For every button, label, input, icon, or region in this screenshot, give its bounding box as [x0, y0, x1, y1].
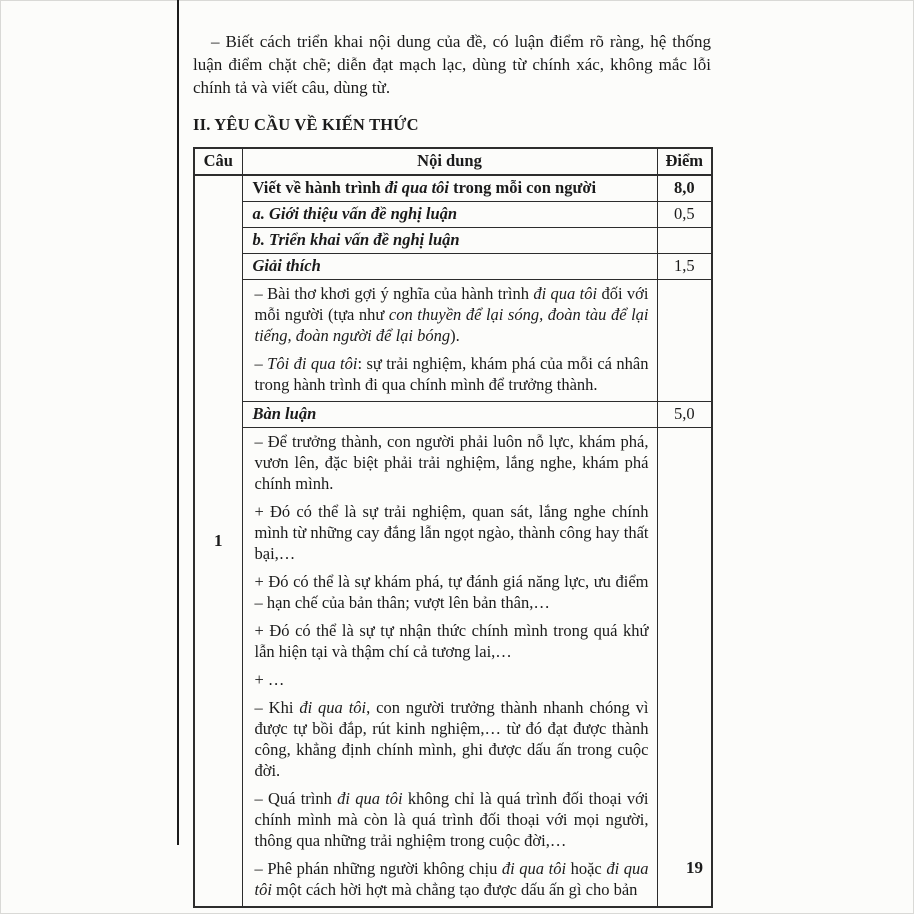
giai-thich-content-cell — [242, 280, 657, 402]
page-number: 19 — [686, 858, 703, 877]
ban-luan-p1: – Để trưởng thành, con người phải luôn nỗ lực, khám phá, vươn lên, đặc biệt phải trải nghiệm, lắng nghe, khám phá chính mình. — [254, 432, 649, 493]
section-heading: II. YÊU CẦU VỀ KIẾN THỨC — [193, 115, 419, 134]
ban-luan-label-cell: Bàn luận — [242, 402, 657, 428]
ban-luan-p7: – Quá trình đi qua tôi không chỉ là quá trình đối thoại với chính mình mà còn là quá trình đối thoại với mọi người, thông qua những trải nghiệm trong cuộc đời,… — [254, 789, 649, 850]
ban-luan-p4: + Đó có thể là sự tự nhận thức chính mình trong quá khứ lẫn hiện tại và thậm chí cả tương lai,… — [254, 621, 649, 661]
ban-luan-p2: + Đó có thể là sự trải nghiệm, quan sát, lắng nghe chính mình từ những cay đắng lẫn ngọt ngào, thành công hay thất bại,… — [254, 502, 649, 563]
giai-thich-label-cell: Giải thích — [242, 254, 657, 280]
diem-title: 8,0 — [657, 175, 712, 202]
header-cau: Câu — [194, 148, 242, 175]
diem-giai-thich-content — [657, 280, 712, 402]
table-row-b — [194, 228, 712, 254]
diem-ban-luan-content — [657, 428, 712, 908]
table-row-ban-luan-content — [194, 428, 712, 908]
diem-ban-luan: 5,0 — [657, 402, 712, 428]
cau-value-cell: 1 — [194, 175, 242, 907]
header-noi-dung: Nội dung — [242, 148, 657, 175]
header-diem: Điểm — [657, 148, 712, 175]
ban-luan-p6: – Khi đi qua tôi, con người trưởng thành nhanh chóng vì được tự bồi đắp, rút kinh nghiệm,… từ đó đạt được thành công, khẳng định chính mình, ghi được dấu ấn trong cuộc đời. — [254, 698, 649, 780]
table-row-giai-thich-label — [194, 254, 712, 280]
diem-a: 0,5 — [657, 202, 712, 228]
table-row-a — [194, 202, 712, 228]
ban-luan-p8: – Phê phán những người không chịu đi qua tôi hoặc đi qua tôi một cách hời hợt mà chẳng tạo được dấu ấn gì cho bản — [254, 859, 649, 899]
diem-giai-thich: 1,5 — [657, 254, 712, 280]
row-a-cell: a. Giới thiệu vấn đề nghị luận — [242, 202, 657, 228]
ban-luan-p3: + Đó có thể là sự khám phá, tự đánh giá năng lực, ưu điểm – hạn chế của bản thân; vượt lên bản thân,… — [254, 572, 649, 612]
diem-b — [657, 228, 712, 254]
page-gutter-line — [177, 0, 179, 845]
ban-luan-content-cell — [242, 428, 657, 908]
table-row-title — [194, 175, 712, 202]
giai-thich-p2: – Tôi đi qua tôi: sự trải nghiệm, khám phá của mỗi cá nhân trong hành trình đi qua chính mình để trưởng thành. — [254, 354, 649, 394]
table-header-row — [194, 148, 712, 175]
title-cell: Viết về hành trình đi qua tôi trong mỗi con người — [242, 175, 657, 202]
table-row-ban-luan-label — [194, 402, 712, 428]
giai-thich-p1: – Bài thơ khơi gợi ý nghĩa của hành trình đi qua tôi đối với mỗi người (tựa như con thuyền để lại sóng, đoàn tàu để lại tiếng, đoàn người để lại bóng). — [254, 284, 649, 345]
page-content — [193, 30, 711, 908]
table-row-giai-thich-content — [194, 280, 712, 402]
row-b-cell: b. Triển khai vấn đề nghị luận — [242, 228, 657, 254]
rubric-table — [193, 147, 713, 908]
intro-paragraph: – Biết cách triển khai nội dung của đề, có luận điểm rõ ràng, hệ thống luận điểm chặt chẽ; diễn đạt mạch lạc, dùng từ chính xác, không mắc lỗi chính tả và viết câu, dùng từ. — [193, 32, 711, 97]
ban-luan-p5: + … — [254, 670, 285, 689]
